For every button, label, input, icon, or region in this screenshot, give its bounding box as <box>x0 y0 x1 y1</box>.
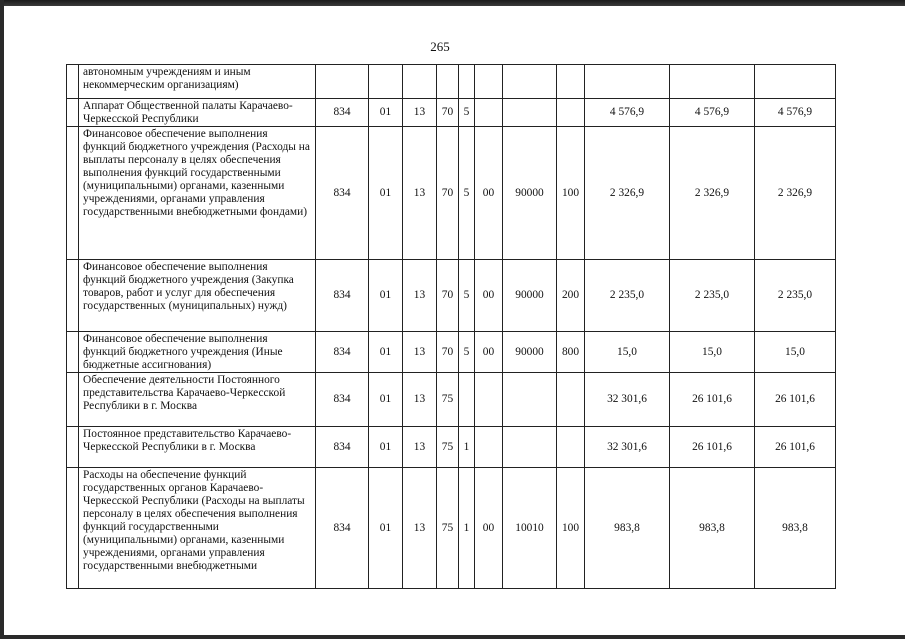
ministry-code-cell: 834 <box>316 99 369 127</box>
section-code-cell: 01 <box>369 260 403 332</box>
ministry-code-cell: 834 <box>316 260 369 332</box>
amount-year-2-cell: 2 326,9 <box>670 127 755 260</box>
direction-code-cell: 90000 <box>503 127 557 260</box>
section-code-cell: 01 <box>369 468 403 589</box>
amount-year-1-cell: 4 576,9 <box>585 99 670 127</box>
subprogram-code-cell <box>459 65 475 99</box>
amount-year-2-cell: 4 576,9 <box>670 99 755 127</box>
subsection-code-cell: 13 <box>403 332 437 373</box>
subsection-code-cell: 13 <box>403 99 437 127</box>
amount-year-1-cell: 32 301,6 <box>585 427 670 468</box>
table-row <box>67 260 836 332</box>
direction-code-cell: 10010 <box>503 468 557 589</box>
program-code-cell: 75 <box>437 373 459 427</box>
amount-year-2-cell: 26 101,6 <box>670 373 755 427</box>
amount-year-2-cell: 983,8 <box>670 468 755 589</box>
subprogram-code-cell: 5 <box>459 99 475 127</box>
amount-year-2-cell: 26 101,6 <box>670 427 755 468</box>
expense-type-code-cell: 800 <box>557 332 585 373</box>
amount-year-3-cell: 26 101,6 <box>755 427 836 468</box>
amount-year-3-cell: 4 576,9 <box>755 99 836 127</box>
subprogram-code-cell: 1 <box>459 468 475 589</box>
scan-border-bottom <box>0 635 905 639</box>
direction-code-cell: 90000 <box>503 260 557 332</box>
subsection-code-cell: 13 <box>403 260 437 332</box>
amount-year-3-cell: 26 101,6 <box>755 373 836 427</box>
subprogram-code-cell: 5 <box>459 127 475 260</box>
amount-year-2-cell: 15,0 <box>670 332 755 373</box>
event-code-cell <box>475 427 503 468</box>
subprogram-code-cell: 5 <box>459 332 475 373</box>
expense-type-code-cell <box>557 427 585 468</box>
section-code-cell: 01 <box>369 99 403 127</box>
amount-year-3-cell: 15,0 <box>755 332 836 373</box>
expense-type-code-cell: 100 <box>557 127 585 260</box>
row-name-cell: Обеспечение деятельности Постоянного представительства Карачаево-Черкесской Республики в г. Москва <box>79 373 316 427</box>
row-stub-cell <box>67 127 79 260</box>
section-code-cell <box>369 65 403 99</box>
amount-year-3-cell: 983,8 <box>755 468 836 589</box>
direction-code-cell <box>503 99 557 127</box>
row-stub-cell <box>67 373 79 427</box>
table-row <box>67 468 836 589</box>
event-code-cell <box>475 99 503 127</box>
budget-table <box>66 64 836 589</box>
row-name-cell: Финансовое обеспечение выполнения функций бюджетного учреждения (Иные бюджетные ассигнования) <box>79 332 316 373</box>
subsection-code-cell <box>403 65 437 99</box>
program-code-cell: 75 <box>437 468 459 589</box>
direction-code-cell: 90000 <box>503 332 557 373</box>
subprogram-code-cell <box>459 373 475 427</box>
amount-year-3-cell: 2 326,9 <box>755 127 836 260</box>
amount-year-1-cell: 983,8 <box>585 468 670 589</box>
expense-type-code-cell <box>557 373 585 427</box>
row-name-cell: Аппарат Общественной палаты Карачаево-Черкесской Республики <box>79 99 316 127</box>
amount-year-2-cell <box>670 65 755 99</box>
row-name-cell: автономным учреждениям и иным некоммерческим организациям) <box>79 65 316 99</box>
subsection-code-cell: 13 <box>403 373 437 427</box>
amount-year-1-cell: 15,0 <box>585 332 670 373</box>
ministry-code-cell: 834 <box>316 427 369 468</box>
ministry-code-cell: 834 <box>316 468 369 589</box>
direction-code-cell <box>503 427 557 468</box>
ministry-code-cell: 834 <box>316 373 369 427</box>
page-number: 265 <box>430 39 450 54</box>
subsection-code-cell: 13 <box>403 468 437 589</box>
table-row <box>67 427 836 468</box>
program-code-cell: 70 <box>437 127 459 260</box>
row-stub-cell <box>67 468 79 589</box>
row-stub-cell <box>67 427 79 468</box>
section-code-cell: 01 <box>369 373 403 427</box>
subprogram-code-cell: 5 <box>459 260 475 332</box>
table-row <box>67 99 836 127</box>
scan-border-top <box>0 0 905 6</box>
section-code-cell: 01 <box>369 332 403 373</box>
amount-year-3-cell: 2 235,0 <box>755 260 836 332</box>
event-code-cell: 00 <box>475 127 503 260</box>
section-code-cell: 01 <box>369 127 403 260</box>
program-code-cell: 70 <box>437 260 459 332</box>
event-code-cell: 00 <box>475 260 503 332</box>
subprogram-code-cell: 1 <box>459 427 475 468</box>
amount-year-1-cell <box>585 65 670 99</box>
section-code-cell: 01 <box>369 427 403 468</box>
expense-type-code-cell <box>557 65 585 99</box>
table-body <box>67 65 836 589</box>
row-stub-cell <box>67 99 79 127</box>
table-row <box>67 127 836 260</box>
amount-year-1-cell: 2 235,0 <box>585 260 670 332</box>
ministry-code-cell: 834 <box>316 127 369 260</box>
expense-type-code-cell: 100 <box>557 468 585 589</box>
table-row <box>67 65 836 99</box>
amount-year-2-cell: 2 235,0 <box>670 260 755 332</box>
program-code-cell: 75 <box>437 427 459 468</box>
event-code-cell <box>475 65 503 99</box>
row-name-cell: Расходы на обеспечение функций государственных органов Карачаево-Черкесской Республики (Расходы на выплаты персоналу в целях обеспечения выполнения функций государственными (муниципальными) органами, казенными учреждениями, органами управления государственными внебюджетными <box>79 468 316 589</box>
subsection-code-cell: 13 <box>403 427 437 468</box>
row-name-cell: Финансовое обеспечение выполнения функций бюджетного учреждения (Расходы на выплаты персоналу в целях обеспечения выполнения функций государственными (муниципальными) органами, казенными учреждениями, органами управления государственными внебюджетными фондами) <box>79 127 316 260</box>
direction-code-cell <box>503 373 557 427</box>
expense-type-code-cell: 200 <box>557 260 585 332</box>
scan-border-left <box>0 0 4 639</box>
ministry-code-cell <box>316 65 369 99</box>
event-code-cell <box>475 373 503 427</box>
amount-year-3-cell <box>755 65 836 99</box>
ministry-code-cell: 834 <box>316 332 369 373</box>
event-code-cell: 00 <box>475 332 503 373</box>
amount-year-1-cell: 32 301,6 <box>585 373 670 427</box>
program-code-cell: 70 <box>437 332 459 373</box>
program-code-cell: 70 <box>437 99 459 127</box>
table-row <box>67 332 836 373</box>
subsection-code-cell: 13 <box>403 127 437 260</box>
event-code-cell: 00 <box>475 468 503 589</box>
row-stub-cell <box>67 332 79 373</box>
row-name-cell: Финансовое обеспечение выполнения функций бюджетного учреждения (Закупка товаров, работ и услуг для обеспечения государственных (муниципальных) нужд) <box>79 260 316 332</box>
program-code-cell <box>437 65 459 99</box>
direction-code-cell <box>503 65 557 99</box>
expense-type-code-cell <box>557 99 585 127</box>
row-stub-cell <box>67 260 79 332</box>
row-name-cell: Постоянное представительство Карачаево-Черкесской Республики в г. Москва <box>79 427 316 468</box>
row-stub-cell <box>67 65 79 99</box>
table-row <box>67 373 836 427</box>
amount-year-1-cell: 2 326,9 <box>585 127 670 260</box>
